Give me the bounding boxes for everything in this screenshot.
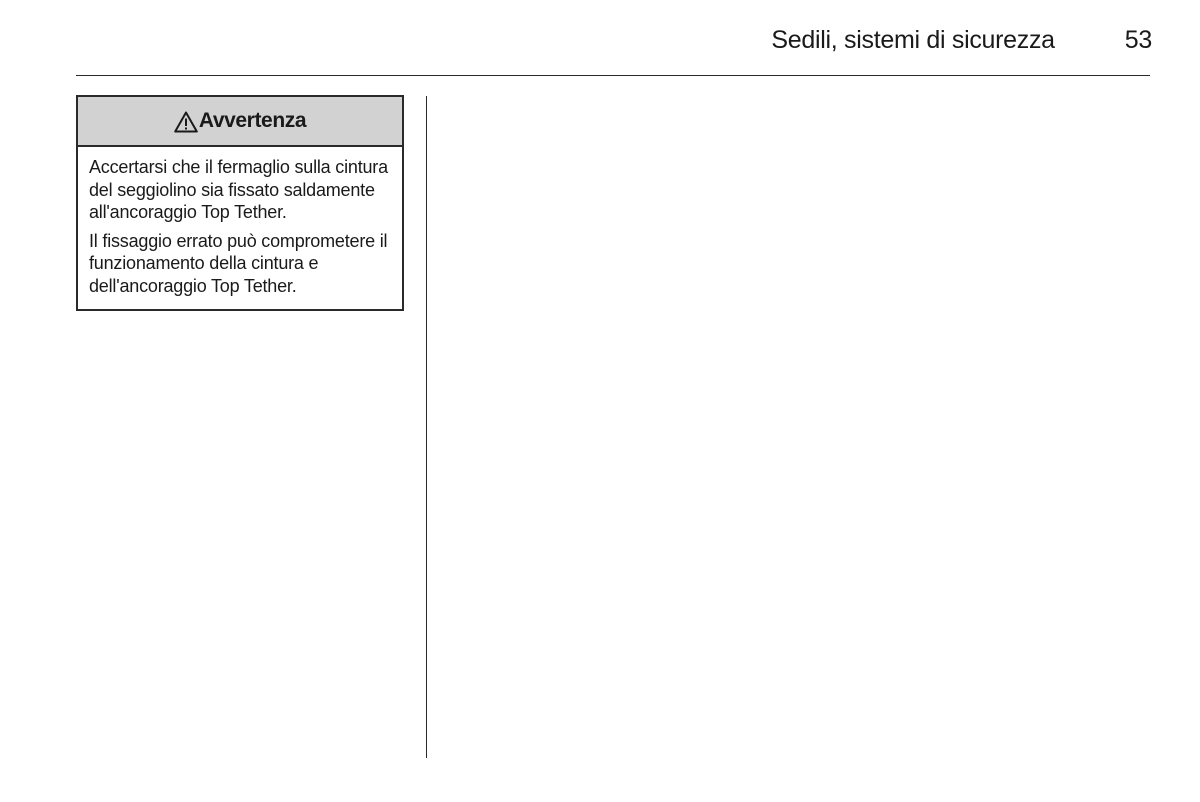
warning-paragraph: Accertarsi che il fermaglio sulla cintura del seggiolino sia fissato saldamente all'ancoraggio Top Tether. [89,157,388,222]
header-rule [76,75,1150,76]
column-divider [426,96,427,758]
warning-box [76,95,404,311]
warning-title: Avvertenza [198,109,307,132]
warning-triangle-icon [174,111,198,133]
section-title: Sedili, sistemi di sicurezza [771,26,1055,54]
warning-body [78,147,402,309]
page-header [771,26,1152,55]
page-number: 53 [1124,26,1152,54]
warning-header [78,97,402,147]
warning-paragraph: Il fissaggio errato può comprometere il funzionamento della cintura e dell'ancoraggio Top Tether. [89,230,388,296]
